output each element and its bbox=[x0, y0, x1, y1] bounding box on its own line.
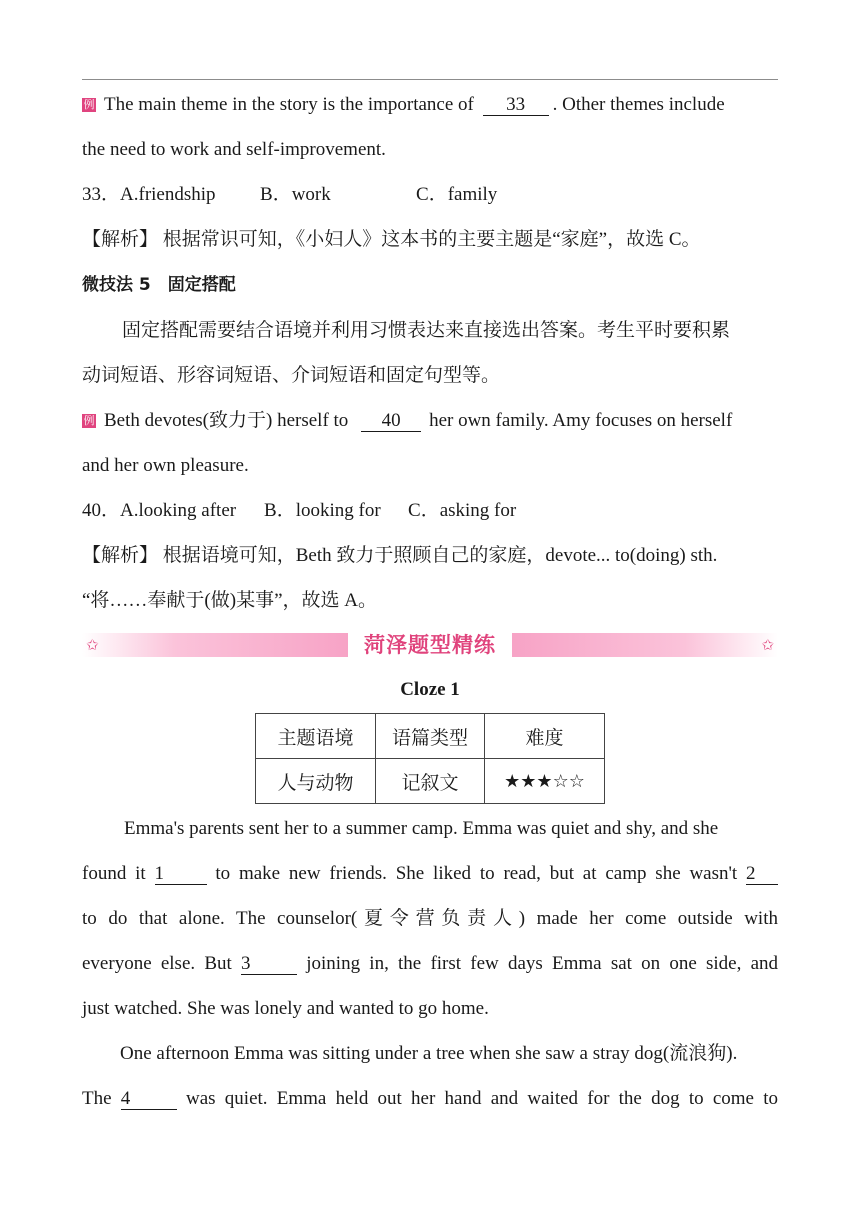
table-row bbox=[256, 759, 605, 804]
example-icon: 例 bbox=[83, 414, 95, 427]
example-icon: 例 bbox=[83, 98, 95, 111]
answer-blank-1[interactable]: 1 bbox=[155, 864, 207, 885]
passage-line bbox=[82, 951, 778, 977]
passage-line bbox=[82, 861, 778, 887]
banner-title: 菏泽题型精练 bbox=[364, 633, 496, 657]
answer-blank-33[interactable]: 33 bbox=[483, 95, 549, 116]
table-header-cell: 语篇类型 bbox=[376, 714, 485, 759]
passage-text: everyone else. But bbox=[82, 953, 232, 974]
options-33 bbox=[82, 182, 778, 208]
passage-line bbox=[82, 1086, 778, 1112]
question-text: Beth devotes(致力于) herself to bbox=[104, 410, 349, 431]
answer-blank-3[interactable]: 3 bbox=[241, 954, 297, 975]
option-c[interactable]: C．asking for bbox=[408, 500, 517, 521]
difficulty-stars: ★★★☆☆ bbox=[485, 759, 605, 804]
example-1-question bbox=[82, 92, 778, 118]
passage-text: to make new friends. She liked to read, but at camp she wasn't bbox=[215, 863, 738, 884]
option-a[interactable]: A.looking after bbox=[120, 500, 237, 521]
passage-line: just watched. She was lonely and wanted to go home. bbox=[82, 998, 489, 1019]
passage-line: One afternoon Emma was sitting under a tree when she saw a stray dog(流浪狗). bbox=[120, 1043, 738, 1064]
example-2-question bbox=[82, 408, 778, 434]
tip-paragraph-line1: 固定搭配需要结合语境并利用习惯表达来直接选出答案。考生平时要积累 bbox=[122, 320, 731, 341]
example-1-line2: the need to work and self-improvement. bbox=[82, 139, 386, 160]
table-cell: 记叙文 bbox=[376, 759, 485, 804]
analysis-40-line2: “将……奉献于(做)某事”，故选 A。 bbox=[82, 590, 377, 611]
star-icon: ✩ bbox=[761, 636, 774, 654]
option-b[interactable]: B．work bbox=[260, 184, 331, 205]
options-40 bbox=[82, 498, 778, 524]
answer-blank-4[interactable]: 4 bbox=[121, 1089, 177, 1110]
table-header-row bbox=[256, 714, 605, 759]
option-b[interactable]: B．looking for bbox=[264, 500, 381, 521]
option-number: 40． bbox=[82, 500, 121, 521]
star-icon: ✩ bbox=[86, 636, 99, 654]
table-header-cell: 难度 bbox=[485, 714, 605, 759]
section-banner bbox=[82, 633, 778, 657]
option-a[interactable]: A.friendship bbox=[120, 184, 216, 205]
tip-heading: 微技法 5 固定搭配 bbox=[82, 275, 236, 295]
header-rule bbox=[82, 79, 778, 80]
table-cell: 人与动物 bbox=[256, 759, 376, 804]
cloze-meta-table bbox=[255, 713, 605, 804]
analysis-40-line1: 【解析】 根据语境可知，Beth 致力于照顾自己的家庭，devote... to(doing) sth. bbox=[82, 545, 718, 566]
question-text-end: her own family. Amy focuses on herself bbox=[429, 410, 733, 431]
question-text-end: . Other themes include bbox=[552, 94, 725, 115]
option-c[interactable]: C．family bbox=[416, 184, 498, 205]
answer-blank-40[interactable]: 40 bbox=[361, 411, 421, 432]
analysis-33: 【解析】 根据常识可知，《小妇人》这本书的主要主题是“家庭”，故选 C。 bbox=[82, 229, 701, 250]
question-text: The main theme in the story is the importance of bbox=[104, 94, 474, 115]
passage-line: Emma's parents sent her to a summer camp. Emma was quiet and shy, and she bbox=[124, 818, 719, 839]
cloze-title: Cloze 1 bbox=[400, 679, 460, 700]
banner-bar-right bbox=[512, 633, 778, 657]
passage-text: found it bbox=[82, 863, 146, 884]
passage-line: to do that alone. The counselor(夏令营负责人) made her come outside with bbox=[82, 908, 778, 929]
table-header-cell: 主题语境 bbox=[256, 714, 376, 759]
answer-blank-2[interactable]: 2 bbox=[746, 864, 778, 885]
example-2-line2: and her own pleasure. bbox=[82, 455, 249, 476]
passage-text: The bbox=[82, 1088, 112, 1109]
banner-bar-left bbox=[82, 633, 348, 657]
option-number: 33． bbox=[82, 184, 121, 205]
passage-text: was quiet. Emma held out her hand and waited for the dog to come to bbox=[186, 1088, 778, 1109]
passage-text: joining in, the first few days Emma sat on one side, and bbox=[306, 953, 778, 974]
tip-paragraph-line2: 动词短语、形容词短语、介词短语和固定句型等。 bbox=[82, 365, 501, 386]
